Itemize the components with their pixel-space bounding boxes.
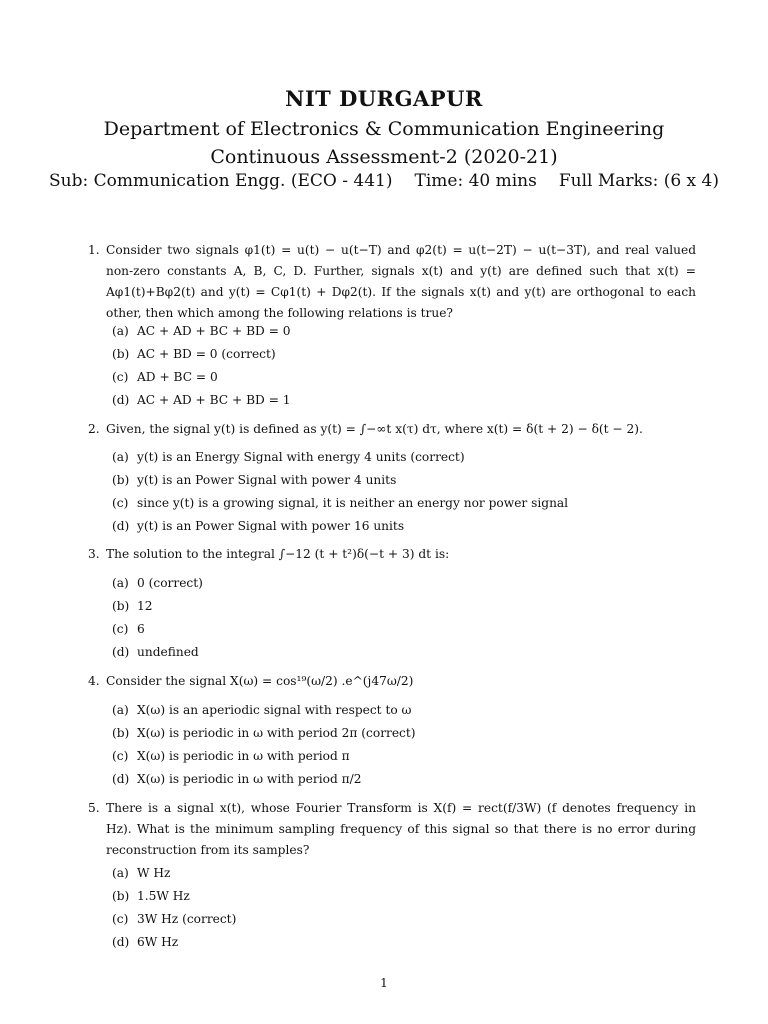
department-title: Department of Electronics & Communication Engineering — [103, 118, 665, 140]
question-text: Consider the signal X(ω) = cos¹⁹(ω/2) .e^(j47ω/2) — [106, 674, 414, 688]
option-c — [112, 745, 416, 768]
option-c — [112, 492, 568, 515]
option-text: W Hz — [137, 866, 171, 880]
question-number: 1. — [88, 243, 100, 257]
option-label: (b) — [112, 599, 130, 613]
option-text: 0 (correct) — [137, 576, 203, 590]
option-label: (b) — [112, 889, 130, 903]
option-label: (a) — [112, 866, 129, 880]
option-text: 6W Hz — [137, 935, 179, 949]
question-5-options — [112, 862, 236, 954]
exam-details — [0, 171, 768, 191]
option-b — [112, 722, 416, 745]
option-a — [112, 320, 291, 343]
page-number: 1 — [380, 976, 388, 990]
question-1-options — [112, 320, 291, 412]
option-text: AC + AD + BC + BD = 1 — [137, 393, 291, 407]
option-a — [112, 572, 203, 595]
option-d — [112, 768, 416, 791]
question-number: 3. — [88, 547, 100, 561]
option-text: since y(t) is a growing signal, it is neither an energy nor power signal — [137, 496, 569, 510]
option-label: (a) — [112, 576, 129, 590]
time-label: Time: 40 mins — [414, 171, 537, 191]
option-text: X(ω) is periodic in ω with period π — [137, 749, 350, 763]
option-d — [112, 641, 203, 664]
option-b — [112, 469, 568, 492]
option-label: (d) — [112, 645, 130, 659]
option-c — [112, 908, 236, 931]
question-5 — [88, 798, 696, 861]
option-text: X(ω) is periodic in ω with period π/2 — [137, 772, 362, 786]
option-a — [112, 446, 568, 469]
question-text: Given, the signal y(t) is defined as y(t) = ∫−∞t x(τ) dτ, where x(t) = δ(t + 2) − δ(t − 2). — [106, 422, 643, 436]
option-label: (a) — [112, 703, 129, 717]
option-d — [112, 515, 568, 538]
option-label: (d) — [112, 935, 130, 949]
option-b — [112, 885, 236, 908]
option-label: (d) — [112, 772, 130, 786]
option-text: AC + AD + BC + BD = 0 — [137, 324, 291, 338]
option-d — [112, 389, 291, 412]
option-a — [112, 862, 236, 885]
question-4-options — [112, 699, 416, 791]
subject-label: Sub: Communication Engg. (ECO - 441) — [49, 171, 393, 191]
question-text: Consider two signals φ1(t) = u(t) − u(t−T) and φ2(t) = u(t−2T) − u(t−3T), and real valued non-zero constants A, B, C, D. Further, signals x(t) and y(t) are defined such that x(t) = Aφ1(t)+Bφ2(t) and y(t) = Cφ1(t) + Dφ2(t). If the signals x(t) and y(t) are orthogonal to each other, then which among the following relations is true? — [106, 243, 696, 320]
option-label: (b) — [112, 726, 130, 740]
question-2-options — [112, 446, 568, 538]
option-text: y(t) is an Energy Signal with energy 4 units (correct) — [137, 450, 465, 464]
option-text: 6 — [137, 622, 145, 636]
option-text: X(ω) is periodic in ω with period 2π (correct) — [137, 726, 416, 740]
option-text: y(t) is an Power Signal with power 16 units — [137, 519, 405, 533]
question-4 — [88, 671, 696, 692]
question-number: 5. — [88, 801, 100, 815]
option-label: (d) — [112, 519, 130, 533]
option-c — [112, 366, 291, 389]
option-c — [112, 618, 203, 641]
option-label: (c) — [112, 912, 129, 926]
option-text: 3W Hz (correct) — [137, 912, 237, 926]
option-text: y(t) is an Power Signal with power 4 units — [137, 473, 397, 487]
option-label: (b) — [112, 473, 130, 487]
option-label: (c) — [112, 496, 129, 510]
institute-title: NIT DURGAPUR — [285, 86, 483, 111]
question-2 — [88, 419, 696, 440]
exam-title: Continuous Assessment-2 (2020-21) — [210, 146, 558, 168]
question-number: 4. — [88, 674, 100, 688]
question-3-options — [112, 572, 203, 664]
question-text: The solution to the integral ∫−12 (t + t²)δ(−t + 3) dt is: — [106, 547, 450, 561]
option-b — [112, 595, 203, 618]
option-a — [112, 699, 416, 722]
option-label: (c) — [112, 622, 129, 636]
option-text: AC + BD = 0 (correct) — [137, 347, 276, 361]
option-label: (c) — [112, 370, 129, 384]
option-text: 1.5W Hz — [137, 889, 190, 903]
option-label: (a) — [112, 450, 129, 464]
option-label: (b) — [112, 347, 130, 361]
option-text: AD + BC = 0 — [137, 370, 218, 384]
option-label: (d) — [112, 393, 130, 407]
option-text: X(ω) is an aperiodic signal with respect to ω — [137, 703, 412, 717]
question-3 — [88, 544, 696, 565]
question-1 — [88, 240, 696, 324]
question-number: 2. — [88, 422, 100, 436]
marks-label: Full Marks: (6 x 4) — [558, 171, 719, 191]
option-label: (c) — [112, 749, 129, 763]
option-label: (a) — [112, 324, 129, 338]
option-text: 12 — [137, 599, 153, 613]
option-d — [112, 931, 236, 954]
option-text: undefined — [137, 645, 199, 659]
option-b — [112, 343, 291, 366]
question-text: There is a signal x(t), whose Fourier Transform is X(f) = rect(f/3W) (f denotes frequency in Hz). What is the minimum sampling frequency of this signal so that there is no error during reconstruction from its samples? — [106, 801, 696, 857]
